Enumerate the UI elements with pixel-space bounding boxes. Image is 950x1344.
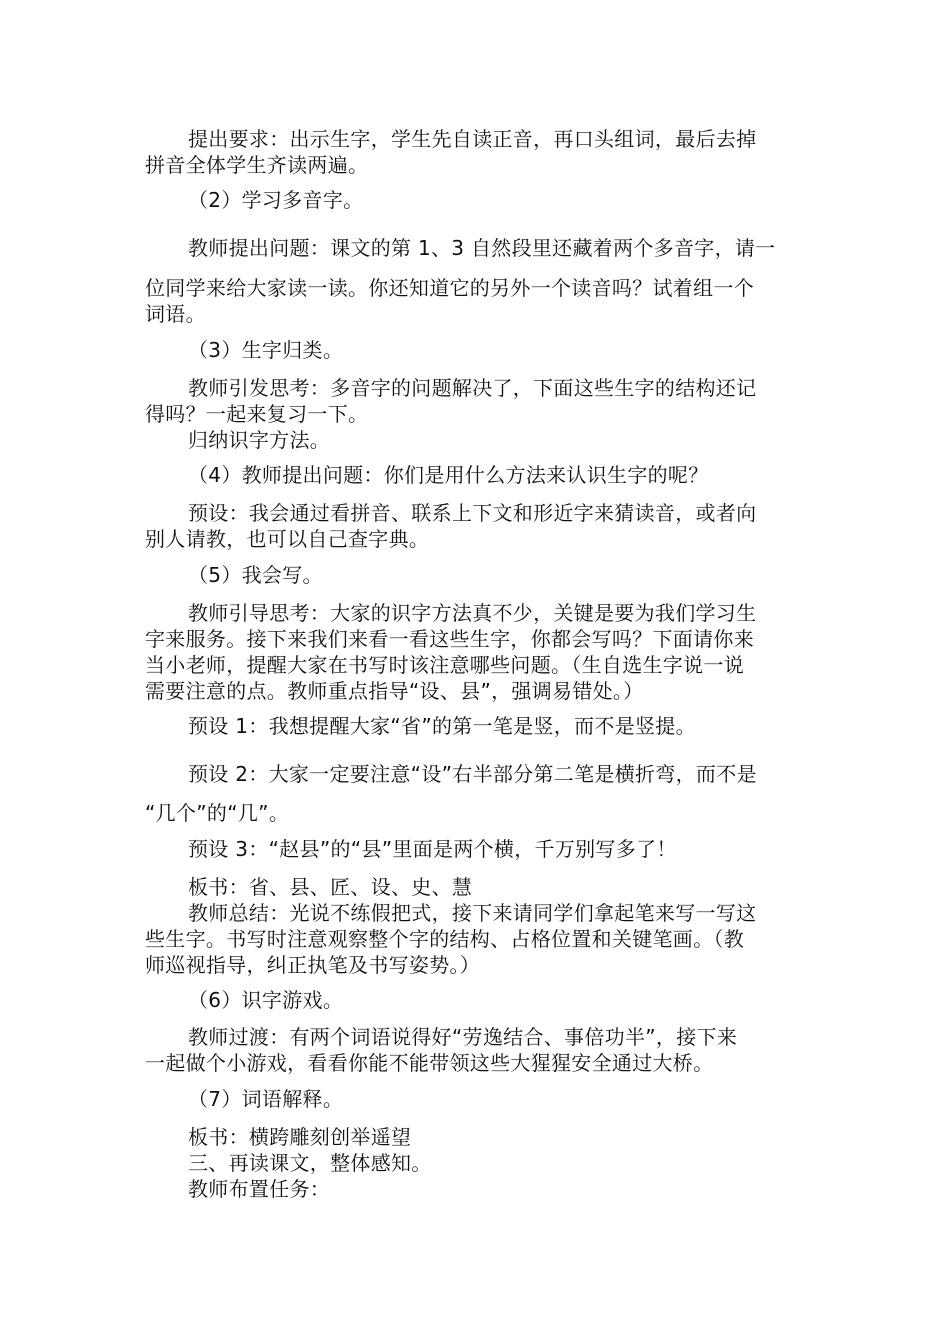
paragraph-line: 预设 3：“赵县”的“县”里面是两个横，千万别写多了！ <box>188 837 677 861</box>
paragraph-line: 教师引发思考：多音字的问题解决了，下面这些生字的结构还记 <box>188 376 757 400</box>
paragraph-line: 一起做个小游戏，看看你能不能带领这些大猩猩安全通过大桥。 <box>145 1051 714 1075</box>
section-heading: （7）词语解释。 <box>188 1087 344 1111</box>
paragraph-line: “几个”的“几”。 <box>145 801 290 825</box>
section-heading: （2）学习多音字。 <box>188 188 364 212</box>
paragraph-line: 别人请教，也可以自己查字典。 <box>145 527 430 551</box>
paragraph-line: 词语。 <box>145 302 206 326</box>
paragraph-line: 些生字。书写时注意观察整个字的结构、占格位置和关键笔画。（教 <box>145 927 744 951</box>
section-heading: （5）我会写。 <box>188 563 323 587</box>
section-heading: （6）识字游戏。 <box>188 988 344 1012</box>
paragraph-line: 预设：我会通过看拼音、联系上下文和形近字来猜读音，或者向 <box>188 501 757 525</box>
paragraph-line: 字来服务。接下来我们来看一看这些生字，你都会写吗？下面请你来 <box>145 627 754 651</box>
section-heading: 三、再读课文，整体感知。 <box>188 1151 432 1175</box>
paragraph-line: 得吗？一起来复习一下。 <box>145 402 369 426</box>
paragraph-line: 拼音全体学生齐读两遍。 <box>145 153 369 177</box>
board-writing: 板书：省、县、匠、设、史、慧 <box>188 875 473 899</box>
paragraph-line: 教师提出问题：课文的第 1、3 自然段里还藏着两个多音字，请一 <box>188 236 776 260</box>
paragraph-line: 需要注意的点。教师重点指导“设、县”，强调易错处。） <box>145 679 644 703</box>
paragraph-line: 师巡视指导，纠正执笔及书写姿势。） <box>145 953 481 977</box>
paragraph-line: 教师过渡：有两个词语说得好“劳逸结合、事倍功半”，接下来 <box>188 1025 738 1049</box>
section-heading: （4）教师提出问题：你们是用什么方法来认识生字的呢？ <box>188 463 709 487</box>
paragraph-line: 提出要求：出示生字，学生先自读正音，再口头组词，最后去掉 <box>188 127 757 151</box>
paragraph-line: 教师总结：光说不练假把式，接下来请同学们拿起笔来写一写这 <box>188 901 757 925</box>
paragraph-line: 位同学来给大家读一读。你还知道它的另外一个读音吗？试着组一个 <box>145 276 754 300</box>
paragraph-line: 预设 2：大家一定要注意“设”右半部分第二笔是横折弯，而不是 <box>188 762 757 786</box>
paragraph-line: 教师布置任务： <box>188 1177 331 1201</box>
paragraph-line: 归纳识字方法。 <box>188 428 331 452</box>
section-heading: （3）生字归类。 <box>188 338 344 362</box>
paragraph-line: 预设 1：我想提醒大家“省”的第一笔是竖，而不是竖提。 <box>188 714 696 738</box>
paragraph-line: 教师引导思考：大家的识字方法真不少，关键是要为我们学习生 <box>188 601 757 625</box>
board-writing: 板书：横跨雕刻创举遥望 <box>188 1125 412 1149</box>
paragraph-line: 当小老师，提醒大家在书写时该注意哪些问题。（生自选生字说一说 <box>145 653 744 677</box>
